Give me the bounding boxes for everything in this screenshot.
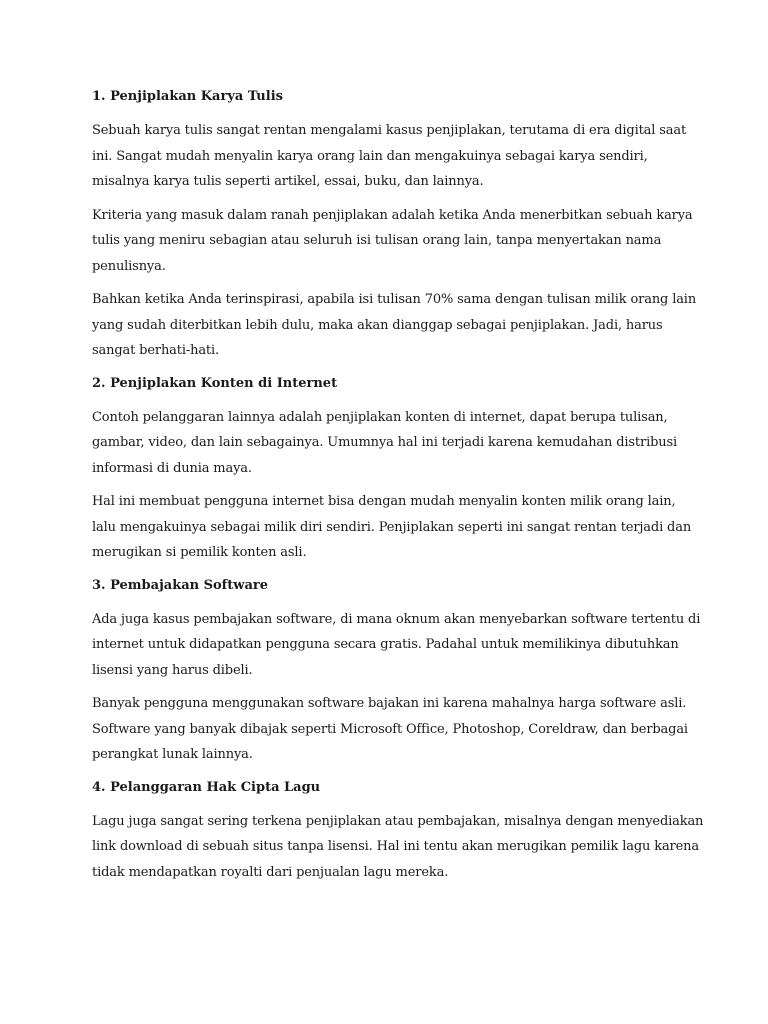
paragraph-line: informasi di dunia maya. <box>92 460 252 476</box>
section-heading: 2. Penjiplakan Konten di Internet <box>92 375 338 391</box>
paragraph-line: Software yang banyak dibajak seperti Microsoft Office, Photoshop, Coreldraw, dan berbagai <box>92 721 688 737</box>
section-heading: 3. Pembajakan Software <box>92 577 268 593</box>
section-pembajakan-software <box>92 574 701 768</box>
section-heading: 4. Pelanggaran Hak Cipta Lagu <box>92 779 321 795</box>
paragraph-line: Hal ini membuat pengguna internet bisa dengan mudah menyalin konten milik orang lain, <box>92 494 676 509</box>
paragraph-line: merugikan si pemilik konten asli. <box>92 545 307 560</box>
paragraph-line: tulis yang meniru sebagian atau seluruh isi tulisan orang lain, tanpa menyertakan nama <box>92 233 662 248</box>
paragraph-line: Lagu juga sangat sering terkena penjiplakan atau pembajakan, misalnya dengan menyediakan <box>92 813 704 829</box>
paragraph <box>92 489 692 566</box>
paragraph-line: Banyak pengguna menggunakan software bajakan ini karena mahalnya harga software asli. <box>92 696 687 711</box>
paragraph <box>92 607 701 684</box>
paragraph <box>92 118 692 195</box>
paragraph-line: ini. Sangat mudah menyalin karya orang lain dan mengakuinya sebagai karya sendiri, <box>92 148 648 164</box>
paragraph-line: Ada juga kasus pembajakan software, di mana oknum akan menyebarkan software tertentu di <box>92 611 701 627</box>
paragraph-line: Sebuah karya tulis sangat rentan mengalami kasus penjiplakan, terutama di era digital saat <box>92 123 687 138</box>
paragraph-line: internet untuk didapatkan pengguna secara gratis. Padahal untuk memilikinya dibutuhkan <box>92 637 679 652</box>
paragraph-line: perangkat lunak lainnya. <box>92 747 253 762</box>
paragraph <box>92 809 704 886</box>
section-penjiplakan-konten-internet <box>92 372 692 566</box>
paragraph-line: Contoh pelanggaran lainnya adalah penjiplakan konten di internet, dapat berupa tulisan, <box>92 409 668 425</box>
section-pelanggaran-hak-cipta-lagu <box>92 776 704 886</box>
paragraph-line: link download di sebuah situs tanpa lisensi. Hal ini tentu akan merugikan pemilik lagu karena <box>92 839 699 854</box>
paragraph-line: yang sudah diterbitkan lebih dulu, maka akan dianggap sebagai penjiplakan. Jadi, harus <box>92 317 663 333</box>
section-heading: 1. Penjiplakan Karya Tulis <box>92 89 283 104</box>
paragraph <box>92 287 697 364</box>
paragraph <box>92 691 692 768</box>
paragraph-line: gambar, video, dan lain sebagainya. Umumnya hal ini terjadi karena kemudahan distribusi <box>92 435 678 450</box>
paragraph <box>92 405 692 482</box>
paragraph <box>92 203 692 280</box>
document-page <box>92 85 704 893</box>
paragraph-line: tidak mendapatkan royalti dari penjualan lagu mereka. <box>92 864 449 880</box>
paragraph-line: Bahkan ketika Anda terinspirasi, apabila isi tulisan 70% sama dengan tulisan milik orang lain <box>92 292 697 307</box>
section-penjiplakan-karya-tulis <box>92 85 697 364</box>
paragraph-line: Kriteria yang masuk dalam ranah penjiplakan adalah ketika Anda menerbitkan sebuah karya <box>92 207 693 223</box>
paragraph-line: sangat berhati-hati. <box>92 343 219 358</box>
paragraph-line: misalnya karya tulis seperti artikel, essai, buku, dan lainnya. <box>92 174 484 189</box>
paragraph-line: lisensi yang harus dibeli. <box>92 662 253 678</box>
paragraph-line: lalu mengakuinya sebagai milik diri sendiri. Penjiplakan seperti ini sangat rentan terjadi dan <box>92 519 692 535</box>
paragraph-line: penulisnya. <box>92 258 166 274</box>
